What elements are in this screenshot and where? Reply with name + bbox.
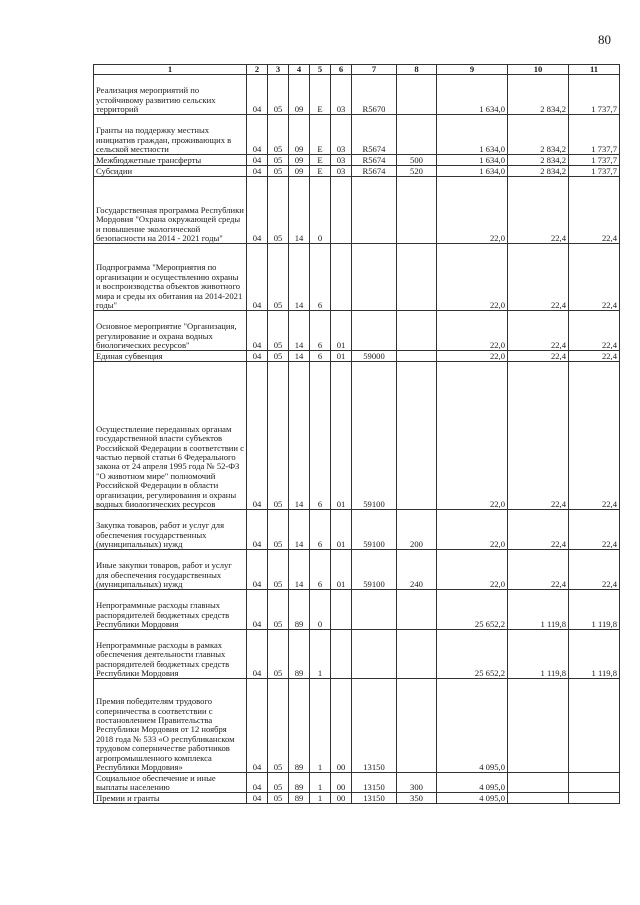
- table-cell: 6: [310, 362, 331, 510]
- table-cell: 1: [310, 630, 331, 679]
- row-name-cell: Премия победителям трудового соперничества в соответствии с постановлением Правительства Республики Мордовия от 12 ноября 2018 года № 533 «О республиканском трудовом соперничестве работников агропромышленного комплекса Республики Мордовия»: [94, 679, 247, 773]
- table-row: [94, 773, 620, 793]
- table-cell: 14: [289, 244, 310, 311]
- table-cell: 14: [289, 362, 310, 510]
- table-cell: 1: [310, 773, 331, 793]
- table-cell: 13150: [352, 773, 397, 793]
- table-cell: [569, 679, 620, 773]
- row-name-cell: Единая субвенция: [94, 351, 247, 362]
- table-cell: 59100: [352, 510, 397, 550]
- table-cell: 1: [310, 679, 331, 773]
- table-cell: 04: [247, 773, 268, 793]
- table-cell: 200: [397, 510, 437, 550]
- table-cell: 1 737,7: [569, 115, 620, 155]
- table-cell: 05: [268, 630, 289, 679]
- table-cell: 6: [310, 311, 331, 351]
- column-header: 5: [310, 65, 331, 75]
- table-cell: 13150: [352, 679, 397, 773]
- table-cell: 04: [247, 590, 268, 630]
- table-cell: [508, 773, 569, 793]
- table-cell: 4 095,0: [437, 773, 508, 793]
- table-cell: 0: [310, 177, 331, 244]
- table-cell: 22,0: [437, 362, 508, 510]
- table-row: [94, 590, 620, 630]
- table-cell: 05: [268, 311, 289, 351]
- table-row: [94, 351, 620, 362]
- table-cell: 89: [289, 773, 310, 793]
- table-cell: 2 834,2: [508, 75, 569, 115]
- table-cell: 240: [397, 550, 437, 590]
- table-cell: 05: [268, 351, 289, 362]
- table-cell: 59100: [352, 550, 397, 590]
- table-cell: 1 119,8: [508, 590, 569, 630]
- table-cell: [352, 590, 397, 630]
- table-cell: 520: [397, 166, 437, 177]
- column-header: 7: [352, 65, 397, 75]
- table-cell: 04: [247, 115, 268, 155]
- table-cell: 1 634,0: [437, 155, 508, 166]
- table-cell: 22,4: [569, 510, 620, 550]
- table-cell: 89: [289, 630, 310, 679]
- table-cell: 04: [247, 166, 268, 177]
- table-cell: 1 634,0: [437, 166, 508, 177]
- header-row: [94, 65, 620, 75]
- table-cell: 500: [397, 155, 437, 166]
- table-cell: [331, 630, 352, 679]
- table-cell: 00: [331, 773, 352, 793]
- table-cell: [352, 630, 397, 679]
- table-cell: 6: [310, 351, 331, 362]
- table-cell: 1 737,7: [569, 75, 620, 115]
- table-cell: 22,4: [508, 311, 569, 351]
- row-name-cell: Основное мероприятие "Организация, регулирование и охрана водных биологических ресурсов": [94, 311, 247, 351]
- table-cell: [397, 362, 437, 510]
- table-cell: 05: [268, 75, 289, 115]
- table-cell: 25 652,2: [437, 630, 508, 679]
- table-cell: 01: [331, 351, 352, 362]
- table-row: [94, 362, 620, 510]
- table-cell: [397, 115, 437, 155]
- table-cell: 14: [289, 351, 310, 362]
- table-cell: 25 652,2: [437, 590, 508, 630]
- row-name-cell: Иные закупки товаров, работ и услуг для обеспечения государственных (муниципальных) нужд: [94, 550, 247, 590]
- table-cell: [331, 244, 352, 311]
- table-row: [94, 510, 620, 550]
- table-cell: 09: [289, 75, 310, 115]
- table-cell: 00: [331, 793, 352, 804]
- table-cell: 03: [331, 75, 352, 115]
- table-cell: 05: [268, 590, 289, 630]
- table-cell: 14: [289, 510, 310, 550]
- table-cell: 05: [268, 793, 289, 804]
- table-cell: 01: [331, 311, 352, 351]
- table-cell: 09: [289, 155, 310, 166]
- table-cell: 04: [247, 155, 268, 166]
- table-cell: 22,4: [508, 550, 569, 590]
- row-name-cell: Реализация мероприятий по устойчивому развитию сельских территорий: [94, 75, 247, 115]
- table-cell: 22,0: [437, 177, 508, 244]
- column-header: 4: [289, 65, 310, 75]
- table-row: [94, 177, 620, 244]
- row-name-cell: Субсидии: [94, 166, 247, 177]
- row-name-cell: Непрограммные расходы главных распорядителей бюджетных средств Республики Мордовия: [94, 590, 247, 630]
- table-cell: 1 737,7: [569, 155, 620, 166]
- table-cell: R5674: [352, 155, 397, 166]
- page-number: 80: [598, 32, 611, 47]
- table-cell: 22,4: [569, 351, 620, 362]
- table-row: [94, 550, 620, 590]
- table-cell: 03: [331, 166, 352, 177]
- column-header: 3: [268, 65, 289, 75]
- table-cell: Е: [310, 166, 331, 177]
- table-cell: 05: [268, 155, 289, 166]
- table-cell: 05: [268, 510, 289, 550]
- table-cell: [397, 590, 437, 630]
- table-cell: 22,4: [569, 550, 620, 590]
- table-cell: 22,0: [437, 311, 508, 351]
- table-cell: 05: [268, 244, 289, 311]
- table-cell: 89: [289, 679, 310, 773]
- table-cell: [397, 351, 437, 362]
- table-cell: 05: [268, 679, 289, 773]
- table-cell: 01: [331, 510, 352, 550]
- table-cell: 1 119,8: [569, 630, 620, 679]
- table-cell: 04: [247, 311, 268, 351]
- budget-table: [93, 64, 620, 804]
- table-cell: 22,4: [569, 362, 620, 510]
- table-cell: 59000: [352, 351, 397, 362]
- table-cell: 22,4: [569, 311, 620, 351]
- row-name-cell: Непрограммные расходы в рамках обеспечения деятельности главных распорядителей бюджетных средств Республики Мордовия: [94, 630, 247, 679]
- table-cell: [397, 177, 437, 244]
- table-cell: 05: [268, 362, 289, 510]
- table-row: [94, 115, 620, 155]
- table-cell: 89: [289, 590, 310, 630]
- table-cell: [508, 793, 569, 804]
- table-row: [94, 155, 620, 166]
- table-cell: 22,4: [508, 177, 569, 244]
- table-cell: Е: [310, 155, 331, 166]
- table-cell: [331, 590, 352, 630]
- table-cell: 22,4: [508, 510, 569, 550]
- table-cell: 1 737,7: [569, 166, 620, 177]
- table-cell: [352, 244, 397, 311]
- table-cell: 22,4: [508, 351, 569, 362]
- table-cell: 04: [247, 679, 268, 773]
- table-cell: R5670: [352, 75, 397, 115]
- table-cell: R5674: [352, 166, 397, 177]
- table-cell: Е: [310, 75, 331, 115]
- table-cell: 04: [247, 630, 268, 679]
- table-cell: 04: [247, 351, 268, 362]
- column-header: 9: [437, 65, 508, 75]
- table-cell: Е: [310, 115, 331, 155]
- table-cell: 03: [331, 115, 352, 155]
- table-cell: [508, 679, 569, 773]
- table-cell: [397, 630, 437, 679]
- column-header: 2: [247, 65, 268, 75]
- row-name-cell: Премии и гранты: [94, 793, 247, 804]
- column-header: 8: [397, 65, 437, 75]
- table-cell: 1 634,0: [437, 75, 508, 115]
- table-cell: 01: [331, 550, 352, 590]
- table-cell: 350: [397, 793, 437, 804]
- table-cell: R5674: [352, 115, 397, 155]
- table-cell: 04: [247, 75, 268, 115]
- table-cell: 05: [268, 773, 289, 793]
- table-cell: [569, 793, 620, 804]
- table-cell: 2 834,2: [508, 166, 569, 177]
- table-cell: 0: [310, 590, 331, 630]
- row-name-cell: Осуществление переданных органам государственной власти субъектов Российской Федерации в соответствии с частью первой статьи 6 Федерального закона от 24 апреля 1995 года № 52-ФЗ "О животном мире" полномочий Российской Федерации в области организации, регулирования и охраны водных биологических ресурсов: [94, 362, 247, 510]
- table-cell: 22,0: [437, 351, 508, 362]
- column-header: 6: [331, 65, 352, 75]
- table-cell: 01: [331, 362, 352, 510]
- column-header: 11: [569, 65, 620, 75]
- table-cell: 04: [247, 510, 268, 550]
- table-cell: 00: [331, 679, 352, 773]
- table-cell: 1 119,8: [508, 630, 569, 679]
- table-cell: 22,4: [569, 177, 620, 244]
- table-cell: [397, 311, 437, 351]
- table-cell: 22,4: [508, 362, 569, 510]
- table-row: [94, 793, 620, 804]
- table-cell: [352, 177, 397, 244]
- table-cell: 05: [268, 166, 289, 177]
- table-cell: 14: [289, 550, 310, 590]
- table-cell: 89: [289, 793, 310, 804]
- column-header: 1: [94, 65, 247, 75]
- table-cell: 03: [331, 155, 352, 166]
- table-row: [94, 244, 620, 311]
- table-cell: 6: [310, 510, 331, 550]
- table-cell: 2 834,2: [508, 115, 569, 155]
- table-cell: [569, 773, 620, 793]
- table-cell: 13150: [352, 793, 397, 804]
- table-row: [94, 630, 620, 679]
- row-name-cell: Гранты на поддержку местных инициатив граждан, проживающих в сельской местности: [94, 115, 247, 155]
- row-name-cell: Межбюджетные трансферты: [94, 155, 247, 166]
- table-cell: 04: [247, 362, 268, 510]
- table-cell: 1: [310, 793, 331, 804]
- table-cell: 14: [289, 177, 310, 244]
- table-cell: 2 834,2: [508, 155, 569, 166]
- table-cell: 09: [289, 115, 310, 155]
- table-cell: 22,0: [437, 550, 508, 590]
- table-cell: [397, 75, 437, 115]
- table-cell: 22,0: [437, 244, 508, 311]
- table-cell: 1 119,8: [569, 590, 620, 630]
- table-cell: 22,0: [437, 510, 508, 550]
- table-row: [94, 75, 620, 115]
- table-cell: 22,4: [508, 244, 569, 311]
- table-cell: 04: [247, 177, 268, 244]
- table-cell: 59100: [352, 362, 397, 510]
- table-cell: 4 095,0: [437, 793, 508, 804]
- table-cell: [352, 311, 397, 351]
- table-cell: [331, 177, 352, 244]
- row-name-cell: Социальное обеспечение и иные выплаты населению: [94, 773, 247, 793]
- table-cell: 22,4: [569, 244, 620, 311]
- table-row: [94, 679, 620, 773]
- table-cell: 4 095,0: [437, 679, 508, 773]
- column-header: 10: [508, 65, 569, 75]
- table-cell: 09: [289, 166, 310, 177]
- table-cell: 05: [268, 550, 289, 590]
- table-cell: 6: [310, 244, 331, 311]
- table-cell: 300: [397, 773, 437, 793]
- row-name-cell: Подпрограмма "Мероприятия по организации и осуществлению охраны и воспроизводства объектов животного мира и среды их обитания на 2014-2021 годы": [94, 244, 247, 311]
- table-cell: 04: [247, 244, 268, 311]
- table-cell: 1 634,0: [437, 115, 508, 155]
- row-name-cell: Закупка товаров, работ и услуг для обеспечения государственных (муниципальных) нужд: [94, 510, 247, 550]
- table-row: [94, 166, 620, 177]
- table-cell: 05: [268, 115, 289, 155]
- table-cell: 04: [247, 550, 268, 590]
- table-cell: 05: [268, 177, 289, 244]
- row-name-cell: Государственная программа Республики Мордовия "Охрана окружающей среды и повышение экологической безопасности на 2014 - 2021 годы": [94, 177, 247, 244]
- table-cell: [397, 244, 437, 311]
- table-cell: 04: [247, 793, 268, 804]
- table-cell: 14: [289, 311, 310, 351]
- table-cell: [397, 679, 437, 773]
- table-row: [94, 311, 620, 351]
- table-cell: 6: [310, 550, 331, 590]
